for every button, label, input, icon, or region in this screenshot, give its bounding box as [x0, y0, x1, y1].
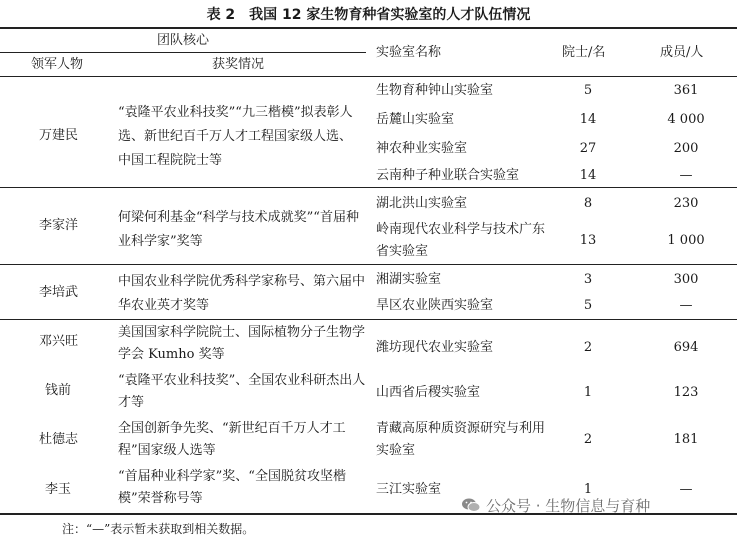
- academician-count: 5: [583, 298, 593, 313]
- top-rule: [0, 27, 737, 29]
- member-count: 123: [673, 385, 699, 400]
- header-academicians: 院士/名: [562, 45, 606, 60]
- academician-count: 2: [583, 432, 593, 447]
- group-divider-1: [0, 187, 737, 188]
- group-divider-2: [0, 264, 737, 265]
- member-count: 694: [673, 340, 699, 355]
- leader-name: 邓兴旺: [39, 334, 79, 349]
- wechat-icon: [461, 497, 481, 513]
- lab-name: 岭南现代农业科学与技术广东省实验室: [376, 222, 546, 259]
- header-awards: 获奖情况: [211, 57, 264, 72]
- leader-name: 李玉: [45, 482, 72, 497]
- academician-count: 1: [583, 482, 593, 497]
- header-rule: [0, 76, 737, 77]
- member-count: 1 000: [667, 233, 705, 248]
- award-text: “袁隆平农业科技奖”、全国农业科研杰出人才等: [118, 373, 366, 410]
- header-team-core: 团队核心: [156, 33, 209, 48]
- lab-name: 神农种业实验室: [376, 141, 468, 156]
- award-text: 全国创新争先奖、“新世纪百千万人才工程”国家级人选等: [118, 421, 346, 458]
- lab-name: 潍坊现代农业实验室: [376, 340, 494, 355]
- award-text: 何梁何利基金“科学与技术成就奖”“首届种业科学家”奖等: [118, 210, 359, 249]
- lab-name: 青藏高原种质资源研究与利用实验室: [376, 421, 546, 458]
- header-lab-name: 实验室名称: [376, 45, 442, 60]
- table-note: 注：“—”表示暂未获取到相关数据。: [62, 522, 255, 536]
- member-count: 361: [673, 83, 699, 98]
- leader-name: 杜德志: [39, 432, 79, 447]
- team-core-underline: [0, 52, 366, 53]
- academician-count: 3: [583, 272, 593, 287]
- watermark: 公众号 · 生物信息与育种: [486, 497, 651, 515]
- header-members: 成员/人: [660, 45, 704, 60]
- member-count: 200: [673, 141, 699, 156]
- header-leader: 领军人物: [31, 57, 84, 72]
- member-count: —: [679, 482, 693, 497]
- lab-name: 山西省后稷实验室: [376, 385, 481, 400]
- member-count: 300: [673, 272, 699, 287]
- lab-name: 岳麓山实验室: [376, 112, 455, 127]
- table-title: 表 2 我国 12 家生物育种省实验室的人才队伍情况: [206, 7, 531, 23]
- lab-name: 生物育种钟山实验室: [376, 83, 494, 98]
- lab-name: 湖北洪山实验室: [376, 196, 468, 211]
- leader-name: 李家洋: [39, 218, 79, 233]
- lab-name: 湘湖实验室: [376, 272, 442, 287]
- group-divider-3: [0, 319, 737, 320]
- academician-count: 14: [579, 112, 597, 127]
- member-count: —: [679, 298, 693, 313]
- member-count: —: [679, 168, 693, 183]
- lab-name: 旱区农业陕西实验室: [376, 298, 494, 313]
- award-text: “首届种业科学家”奖、“全国脱贫攻坚楷模”荣誉称号等: [118, 469, 346, 506]
- lab-name: 三江实验室: [376, 482, 442, 497]
- academician-count: 2: [583, 340, 593, 355]
- academician-count: 5: [583, 83, 593, 98]
- academician-count: 1: [583, 385, 593, 400]
- award-text: 美国国家科学院院士、国际植物分子生物学学会 Kumho 奖等: [118, 325, 366, 362]
- academician-count: 13: [579, 233, 597, 248]
- award-text: 中国农业科学院优秀科学家称号、第六届中华农业英才奖等: [118, 274, 366, 313]
- award-text: “袁隆平农业科技奖”“九三楷模”拟表彰人选、新世纪百千万人才工程国家级人选、中国工程院院士等: [118, 105, 353, 168]
- academician-count: 27: [579, 141, 597, 156]
- leader-name: 李培武: [39, 285, 79, 300]
- academician-count: 8: [583, 196, 593, 211]
- member-count: 181: [673, 432, 699, 447]
- member-count: 230: [673, 196, 699, 211]
- academician-count: 14: [579, 168, 597, 183]
- leader-name: 钱前: [45, 383, 72, 398]
- lab-name: 云南种子种业联合实验室: [376, 168, 520, 183]
- leader-name: 万建民: [39, 128, 79, 143]
- member-count: 4 000: [667, 112, 705, 127]
